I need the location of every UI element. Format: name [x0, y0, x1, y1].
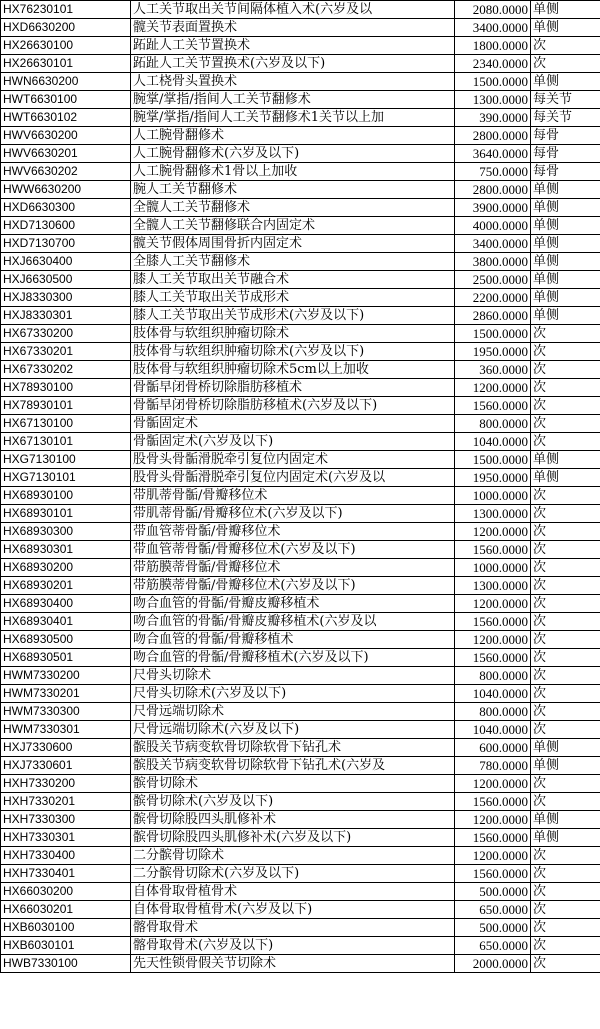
- table-row: [1, 883, 600, 901]
- price-cell: 2200.0000: [455, 289, 531, 307]
- unit-cell: 单侧: [531, 73, 600, 91]
- table-row: [1, 811, 600, 829]
- table-row: [1, 145, 600, 163]
- table-row: [1, 415, 600, 433]
- code-cell: HWT6630100: [1, 91, 131, 109]
- price-cell: 1040.0000: [455, 685, 531, 703]
- code-cell: HX66030201: [1, 901, 131, 919]
- unit-cell: 次: [531, 55, 600, 73]
- unit-cell: 次: [531, 613, 600, 631]
- table-row: [1, 181, 600, 199]
- table-row: [1, 73, 600, 91]
- price-cell: 650.0000: [455, 901, 531, 919]
- code-cell: HX26630100: [1, 37, 131, 55]
- table-row: [1, 1, 600, 19]
- name-cell: 带肌蒂骨骺/骨瓣移位术: [131, 487, 455, 505]
- unit-cell: 次: [531, 721, 600, 739]
- unit-cell: 单侧: [531, 451, 600, 469]
- table-row: [1, 685, 600, 703]
- table-row: [1, 739, 600, 757]
- name-cell: 髋关节表面置换术: [131, 19, 455, 37]
- price-cell: 2800.0000: [455, 127, 531, 145]
- unit-cell: 单侧: [531, 1, 600, 19]
- code-cell: HXD7130700: [1, 235, 131, 253]
- name-cell: 膝人工关节取出关节成形术(六岁及以下): [131, 307, 455, 325]
- price-cell: 3640.0000: [455, 145, 531, 163]
- code-cell: HWT6630102: [1, 109, 131, 127]
- code-cell: HWB7330100: [1, 955, 131, 973]
- price-cell: 1500.0000: [455, 73, 531, 91]
- name-cell: 髌骨切除股四头肌修补术(六岁及以下): [131, 829, 455, 847]
- code-cell: HXJ8330301: [1, 307, 131, 325]
- table-row: [1, 433, 600, 451]
- price-cell: 2080.0000: [455, 1, 531, 19]
- table-row: [1, 505, 600, 523]
- price-cell: 1950.0000: [455, 343, 531, 361]
- table-row: [1, 253, 600, 271]
- name-cell: 髋关节假体周围骨折内固定术: [131, 235, 455, 253]
- table-row: [1, 307, 600, 325]
- name-cell: 髌骨切除术(六岁及以下): [131, 793, 455, 811]
- price-cell: 2860.0000: [455, 307, 531, 325]
- unit-cell: 单侧: [531, 181, 600, 199]
- code-cell: HX68930200: [1, 559, 131, 577]
- price-cell: 1560.0000: [455, 793, 531, 811]
- code-cell: HX26630101: [1, 55, 131, 73]
- code-cell: HXJ8330300: [1, 289, 131, 307]
- table-row: [1, 217, 600, 235]
- code-cell: HXJ6630400: [1, 253, 131, 271]
- name-cell: 尺骨头切除术: [131, 667, 455, 685]
- name-cell: 吻合血管的骨骺/骨瓣移植术(六岁及以下): [131, 649, 455, 667]
- name-cell: 全髋人工关节翻修术: [131, 199, 455, 217]
- table-row: [1, 127, 600, 145]
- code-cell: HXH7330200: [1, 775, 131, 793]
- table-row: [1, 487, 600, 505]
- code-cell: HXH7330401: [1, 865, 131, 883]
- unit-cell: 单侧: [531, 271, 600, 289]
- name-cell: 肢体骨与软组织肿瘤切除术(六岁及以下): [131, 343, 455, 361]
- unit-cell: 单侧: [531, 469, 600, 487]
- code-cell: HXG7130101: [1, 469, 131, 487]
- table-row: [1, 793, 600, 811]
- unit-cell: 次: [531, 487, 600, 505]
- code-cell: HXH7330201: [1, 793, 131, 811]
- unit-cell: 次: [531, 595, 600, 613]
- unit-cell: 次: [531, 937, 600, 955]
- unit-cell: 次: [531, 847, 600, 865]
- table-row: [1, 559, 600, 577]
- unit-cell: 次: [531, 883, 600, 901]
- price-cell: 3800.0000: [455, 253, 531, 271]
- unit-cell: 次: [531, 415, 600, 433]
- price-cell: 1560.0000: [455, 541, 531, 559]
- table-row: [1, 649, 600, 667]
- price-cell: 3400.0000: [455, 235, 531, 253]
- unit-cell: 次: [531, 685, 600, 703]
- code-cell: HX68930100: [1, 487, 131, 505]
- price-cell: 1200.0000: [455, 379, 531, 397]
- price-cell: 1200.0000: [455, 775, 531, 793]
- name-cell: 跖趾人工关节置换术: [131, 37, 455, 55]
- table-row: [1, 613, 600, 631]
- code-cell: HX68930501: [1, 649, 131, 667]
- code-cell: HX68930500: [1, 631, 131, 649]
- unit-cell: 次: [531, 433, 600, 451]
- price-cell: 1500.0000: [455, 325, 531, 343]
- price-cell: 600.0000: [455, 739, 531, 757]
- unit-cell: 次: [531, 505, 600, 523]
- code-cell: HXG7130100: [1, 451, 131, 469]
- code-cell: HXJ6630500: [1, 271, 131, 289]
- unit-cell: 单侧: [531, 307, 600, 325]
- name-cell: 骨骺早闭骨桥切除脂肪移植术(六岁及以下): [131, 397, 455, 415]
- table-row: [1, 19, 600, 37]
- price-cell: 650.0000: [455, 937, 531, 955]
- unit-cell: 次: [531, 559, 600, 577]
- name-cell: 带筋膜蒂骨骺/骨瓣移位术: [131, 559, 455, 577]
- price-cell: 360.0000: [455, 361, 531, 379]
- unit-cell: 每关节: [531, 109, 600, 127]
- table-row: [1, 235, 600, 253]
- unit-cell: 每关节: [531, 91, 600, 109]
- name-cell: 吻合血管的骨骺/骨瓣皮瓣移植术(六岁及以: [131, 613, 455, 631]
- name-cell: 尺骨远端切除术: [131, 703, 455, 721]
- price-cell: 3400.0000: [455, 19, 531, 37]
- code-cell: HXH7330300: [1, 811, 131, 829]
- name-cell: 带筋膜蒂骨骺/骨瓣移位术(六岁及以下): [131, 577, 455, 595]
- code-cell: HXD7130600: [1, 217, 131, 235]
- unit-cell: 次: [531, 577, 600, 595]
- unit-cell: 单侧: [531, 289, 600, 307]
- code-cell: HX67330202: [1, 361, 131, 379]
- table-row: [1, 595, 600, 613]
- price-cell: 1500.0000: [455, 451, 531, 469]
- table-row: [1, 721, 600, 739]
- code-cell: HX66030200: [1, 883, 131, 901]
- unit-cell: 单侧: [531, 253, 600, 271]
- table-row: [1, 847, 600, 865]
- table-row: [1, 865, 600, 883]
- price-cell: 1200.0000: [455, 847, 531, 865]
- price-cell: 1200.0000: [455, 811, 531, 829]
- unit-cell: 单侧: [531, 811, 600, 829]
- fee-table-body: [1, 1, 600, 973]
- code-cell: HX67130100: [1, 415, 131, 433]
- price-cell: 1800.0000: [455, 37, 531, 55]
- table-row: [1, 937, 600, 955]
- unit-cell: 次: [531, 361, 600, 379]
- price-cell: 1300.0000: [455, 505, 531, 523]
- price-cell: 390.0000: [455, 109, 531, 127]
- table-row: [1, 955, 600, 973]
- price-cell: 1560.0000: [455, 649, 531, 667]
- name-cell: 腕人工关节翻修术: [131, 181, 455, 199]
- price-cell: 1040.0000: [455, 721, 531, 739]
- price-cell: 1300.0000: [455, 91, 531, 109]
- code-cell: HWW6630200: [1, 181, 131, 199]
- name-cell: 人工腕骨翻修术: [131, 127, 455, 145]
- table-row: [1, 343, 600, 361]
- price-cell: 1200.0000: [455, 631, 531, 649]
- unit-cell: 次: [531, 865, 600, 883]
- table-row: [1, 361, 600, 379]
- price-cell: 750.0000: [455, 163, 531, 181]
- name-cell: 骨骺早闭骨桥切除脂肪移植术: [131, 379, 455, 397]
- unit-cell: 次: [531, 793, 600, 811]
- code-cell: HX78930101: [1, 397, 131, 415]
- name-cell: 尺骨头切除术(六岁及以下): [131, 685, 455, 703]
- code-cell: HWV6630201: [1, 145, 131, 163]
- price-cell: 1000.0000: [455, 487, 531, 505]
- price-cell: 1560.0000: [455, 865, 531, 883]
- table-row: [1, 667, 600, 685]
- unit-cell: 每骨: [531, 163, 600, 181]
- name-cell: 全髋人工关节翻修联合内固定术: [131, 217, 455, 235]
- code-cell: HXD6630200: [1, 19, 131, 37]
- code-cell: HX68930301: [1, 541, 131, 559]
- price-cell: 2800.0000: [455, 181, 531, 199]
- code-cell: HX68930201: [1, 577, 131, 595]
- name-cell: 人工腕骨翻修术1骨以上加收: [131, 163, 455, 181]
- unit-cell: 次: [531, 775, 600, 793]
- table-row: [1, 397, 600, 415]
- code-cell: HWV6630200: [1, 127, 131, 145]
- unit-cell: 次: [531, 397, 600, 415]
- unit-cell: 单侧: [531, 19, 600, 37]
- name-cell: 髌骨切除股四头肌修补术: [131, 811, 455, 829]
- unit-cell: 单侧: [531, 199, 600, 217]
- code-cell: HXD6630300: [1, 199, 131, 217]
- table-row: [1, 577, 600, 595]
- table-row: [1, 919, 600, 937]
- code-cell: HWM7330301: [1, 721, 131, 739]
- table-row: [1, 289, 600, 307]
- price-cell: 780.0000: [455, 757, 531, 775]
- name-cell: 人工关节取出关节间隔体植入术(六岁及以: [131, 1, 455, 19]
- name-cell: 股骨头骨骺滑脱牵引复位内固定术(六岁及以: [131, 469, 455, 487]
- table-row: [1, 631, 600, 649]
- name-cell: 全膝人工关节翻修术: [131, 253, 455, 271]
- table-row: [1, 523, 600, 541]
- unit-cell: 单侧: [531, 217, 600, 235]
- unit-cell: 次: [531, 667, 600, 685]
- code-cell: HWM7330201: [1, 685, 131, 703]
- name-cell: 腕掌/掌指/指间人工关节翻修术1关节以上加: [131, 109, 455, 127]
- table-row: [1, 703, 600, 721]
- name-cell: 髌股关节病变软骨切除软骨下钻孔术: [131, 739, 455, 757]
- table-row: [1, 91, 600, 109]
- name-cell: 跖趾人工关节置换术(六岁及以下): [131, 55, 455, 73]
- unit-cell: 次: [531, 955, 600, 973]
- table-row: [1, 469, 600, 487]
- code-cell: HXH7330301: [1, 829, 131, 847]
- code-cell: HX68930101: [1, 505, 131, 523]
- price-cell: 800.0000: [455, 703, 531, 721]
- unit-cell: 单侧: [531, 829, 600, 847]
- name-cell: 带血管蒂骨骺/骨瓣移位术: [131, 523, 455, 541]
- code-cell: HWV6630202: [1, 163, 131, 181]
- name-cell: 人工桡骨头置换术: [131, 73, 455, 91]
- name-cell: 髌骨切除术: [131, 775, 455, 793]
- table-row: [1, 37, 600, 55]
- name-cell: 先天性锁骨假关节切除术: [131, 955, 455, 973]
- unit-cell: 次: [531, 343, 600, 361]
- code-cell: HXH7330400: [1, 847, 131, 865]
- table-row: [1, 55, 600, 73]
- table-row: [1, 901, 600, 919]
- table-row: [1, 163, 600, 181]
- name-cell: 尺骨远端切除术(六岁及以下): [131, 721, 455, 739]
- unit-cell: 次: [531, 541, 600, 559]
- price-cell: 500.0000: [455, 883, 531, 901]
- price-cell: 1950.0000: [455, 469, 531, 487]
- unit-cell: 次: [531, 37, 600, 55]
- price-cell: 1560.0000: [455, 397, 531, 415]
- code-cell: HX67130101: [1, 433, 131, 451]
- code-cell: HXJ7330601: [1, 757, 131, 775]
- code-cell: HWM7330200: [1, 667, 131, 685]
- unit-cell: 每骨: [531, 127, 600, 145]
- name-cell: 吻合血管的骨骺/骨瓣移植术: [131, 631, 455, 649]
- name-cell: 骨骺固定术(六岁及以下): [131, 433, 455, 451]
- name-cell: 膝人工关节取出关节成形术: [131, 289, 455, 307]
- unit-cell: 次: [531, 523, 600, 541]
- table-row: [1, 271, 600, 289]
- table-row: [1, 829, 600, 847]
- code-cell: HX67330200: [1, 325, 131, 343]
- price-cell: 1560.0000: [455, 613, 531, 631]
- name-cell: 膝人工关节取出关节融合术: [131, 271, 455, 289]
- table-row: [1, 775, 600, 793]
- price-cell: 1200.0000: [455, 595, 531, 613]
- name-cell: 人工腕骨翻修术(六岁及以下): [131, 145, 455, 163]
- code-cell: HX76230101: [1, 1, 131, 19]
- table-row: [1, 379, 600, 397]
- price-cell: 1000.0000: [455, 559, 531, 577]
- code-cell: HXB6030101: [1, 937, 131, 955]
- code-cell: HX78930100: [1, 379, 131, 397]
- table-row: [1, 109, 600, 127]
- price-cell: 1200.0000: [455, 523, 531, 541]
- price-cell: 2000.0000: [455, 955, 531, 973]
- table-row: [1, 325, 600, 343]
- code-cell: HX67330201: [1, 343, 131, 361]
- table-row: [1, 757, 600, 775]
- table-row: [1, 199, 600, 217]
- price-cell: 1560.0000: [455, 829, 531, 847]
- price-cell: 3900.0000: [455, 199, 531, 217]
- name-cell: 吻合血管的骨骺/骨瓣皮瓣移植术: [131, 595, 455, 613]
- name-cell: 髌股关节病变软骨切除软骨下钻孔术(六岁及: [131, 757, 455, 775]
- code-cell: HX68930401: [1, 613, 131, 631]
- price-cell: 1040.0000: [455, 433, 531, 451]
- name-cell: 股骨头骨骺滑脱牵引复位内固定术: [131, 451, 455, 469]
- price-cell: 2500.0000: [455, 271, 531, 289]
- unit-cell: 次: [531, 325, 600, 343]
- name-cell: 骨骺固定术: [131, 415, 455, 433]
- unit-cell: 次: [531, 901, 600, 919]
- unit-cell: 单侧: [531, 757, 600, 775]
- unit-cell: 次: [531, 379, 600, 397]
- code-cell: HX68930400: [1, 595, 131, 613]
- name-cell: 肢体骨与软组织肿瘤切除术: [131, 325, 455, 343]
- price-cell: 4000.0000: [455, 217, 531, 235]
- code-cell: HWN6630200: [1, 73, 131, 91]
- unit-cell: 次: [531, 919, 600, 937]
- name-cell: 带血管蒂骨骺/骨瓣移位术(六岁及以下): [131, 541, 455, 559]
- code-cell: HWM7330300: [1, 703, 131, 721]
- unit-cell: 次: [531, 703, 600, 721]
- name-cell: 髂骨取骨术(六岁及以下): [131, 937, 455, 955]
- unit-cell: 每骨: [531, 145, 600, 163]
- price-cell: 800.0000: [455, 667, 531, 685]
- name-cell: 自体骨取骨植骨术(六岁及以下): [131, 901, 455, 919]
- unit-cell: 次: [531, 631, 600, 649]
- unit-cell: 次: [531, 649, 600, 667]
- unit-cell: 单侧: [531, 235, 600, 253]
- price-cell: 500.0000: [455, 919, 531, 937]
- name-cell: 肢体骨与软组织肿瘤切除术5cm以上加收: [131, 361, 455, 379]
- price-cell: 2340.0000: [455, 55, 531, 73]
- table-row: [1, 451, 600, 469]
- name-cell: 带肌蒂骨骺/骨瓣移位术(六岁及以下): [131, 505, 455, 523]
- table-row: [1, 541, 600, 559]
- unit-cell: 单侧: [531, 739, 600, 757]
- name-cell: 腕掌/掌指/指间人工关节翻修术: [131, 91, 455, 109]
- name-cell: 二分髌骨切除术(六岁及以下): [131, 865, 455, 883]
- price-cell: 1300.0000: [455, 577, 531, 595]
- price-cell: 800.0000: [455, 415, 531, 433]
- name-cell: 自体骨取骨植骨术: [131, 883, 455, 901]
- name-cell: 二分髌骨切除术: [131, 847, 455, 865]
- code-cell: HXJ7330600: [1, 739, 131, 757]
- name-cell: 髂骨取骨术: [131, 919, 455, 937]
- code-cell: HXB6030100: [1, 919, 131, 937]
- code-cell: HX68930300: [1, 523, 131, 541]
